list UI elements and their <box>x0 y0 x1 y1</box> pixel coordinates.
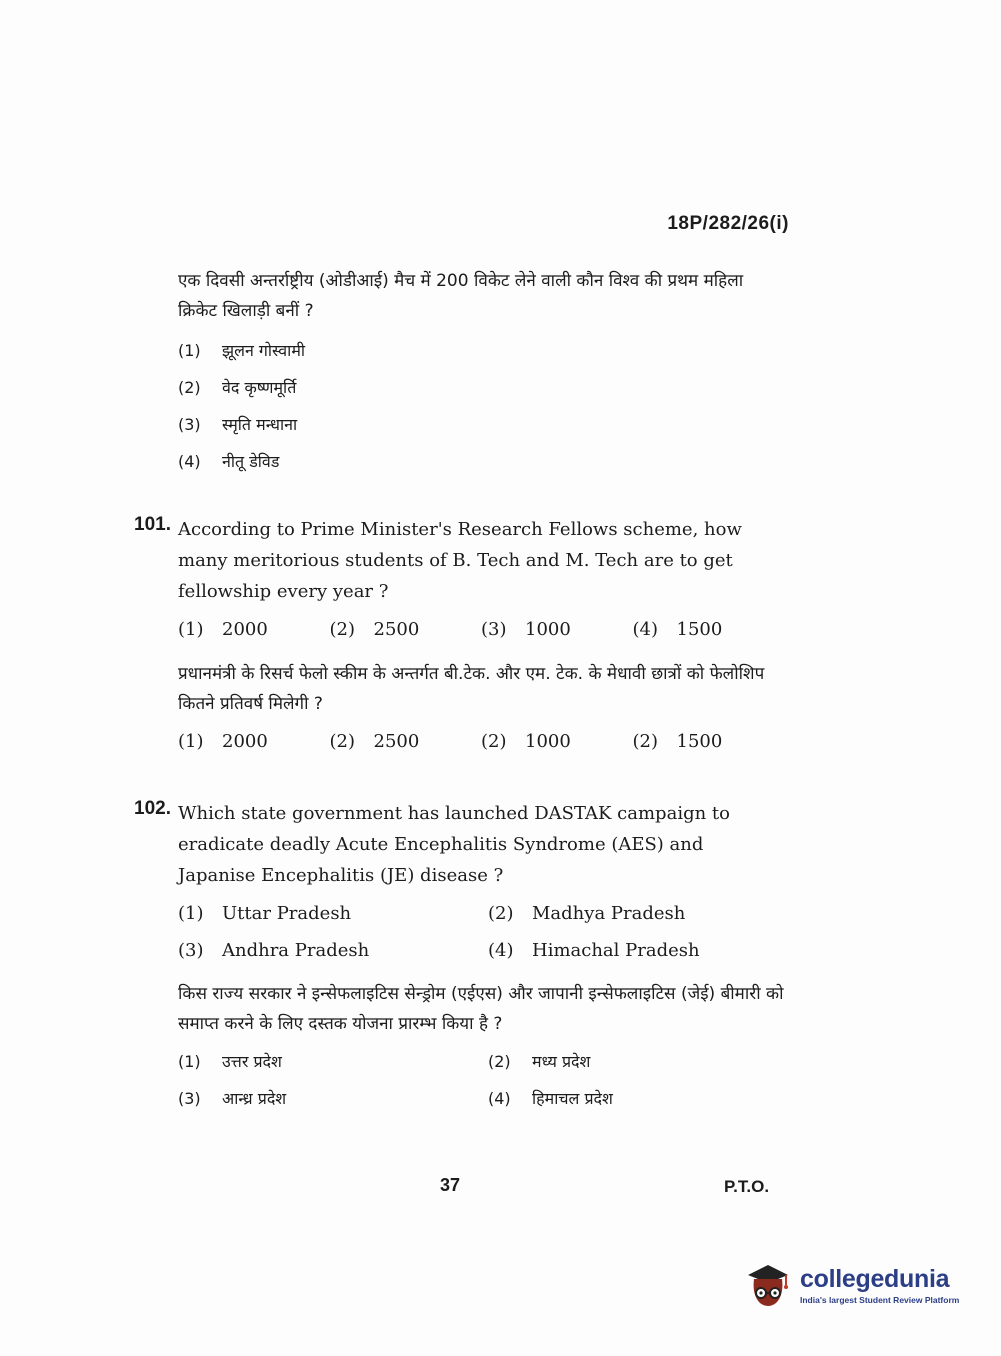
hindi-option-1: (1) उत्तर प्रदेश <box>178 1052 282 1071</box>
question-100-hindi <box>134 266 784 480</box>
hindi-options-grid <box>178 1043 784 1117</box>
question-text-hindi: प्रधानमंत्री के रिसर्च फेलो स्कीम के अन्तर्गत बी.टेक. और एम. टेक. के मेधावी छात्रों को फेलोशिप कितने प्रतिवर्ष मिलेगी ? <box>178 664 765 714</box>
option-4: (4) नीतू डेविड <box>178 452 280 471</box>
option-3: (3) Andhra Pradesh <box>178 940 370 961</box>
option-2: (2) वेद कृष्णमूर्ति <box>178 378 297 397</box>
option-1: (1) 2000 <box>178 619 268 640</box>
option-2: (2) 2500 <box>329 619 420 640</box>
pto-label: P.T.O. <box>724 1177 770 1196</box>
question-102 <box>134 798 784 1117</box>
option-2: (2) Madhya Pradesh <box>488 903 686 924</box>
hindi-option-1: (1) 2000 <box>178 731 268 752</box>
hindi-options-row <box>178 725 784 759</box>
question-text-hindi: एक दिवसी अन्तर्राष्ट्रीय (ओडीआई) मैच में 200 विकेट लेने वाली कौन विश्व की प्रथम महिला क्रिकेट खिलाड़ी बनीं ? <box>178 271 744 321</box>
brand-tagline: India's largest Student Review Platform <box>800 1295 960 1305</box>
collegedunia-logo <box>742 1250 972 1320</box>
paper-code: 18P/282/26(i) <box>667 213 789 234</box>
question-text-hindi: किस राज्य सरकार ने इन्सेफलाइटिस सेन्ड्रोम (एईएस) और जापानी इन्सेफलाइटिस (जेई) बीमारी को समाप्त करने के लिए दस्तक योजना प्रारम्भ किया है ? <box>178 984 784 1034</box>
option-1: (1) झूलन गोस्वामी <box>178 341 306 360</box>
options-row <box>178 613 784 647</box>
question-number: 101. <box>134 514 171 535</box>
options-list <box>178 332 784 480</box>
page-number: 37 <box>440 1175 461 1195</box>
hindi-option-4: (2) 1500 <box>632 731 723 752</box>
option-1: (1) Uttar Pradesh <box>178 903 352 924</box>
option-4: (4) 1500 <box>632 619 723 640</box>
hindi-option-3: (3) आन्ध्र प्रदेश <box>178 1089 287 1108</box>
hindi-option-2: (2) 2500 <box>329 731 420 752</box>
option-4: (4) Himachal Pradesh <box>488 940 700 961</box>
question-101 <box>134 514 784 759</box>
hindi-option-3: (2) 1000 <box>481 731 571 752</box>
question-text: According to Prime Minister's Research Fellows scheme, how many meritorious students of B. Tech and M. Tech are to get fellowship every year ? <box>178 519 742 602</box>
hindi-option-4: (4) हिमाचल प्रदेश <box>488 1089 613 1108</box>
brand-name: collegedunia <box>800 1265 950 1293</box>
option-3: (3) 1000 <box>481 619 571 640</box>
mascot-icon <box>742 1257 794 1313</box>
options-grid <box>178 895 784 969</box>
question-text: Which state government has launched DASTAK campaign to eradicate deadly Acute Encephalitis Syndrome (AES) and Japanise Encephalitis (JE) disease ? <box>178 803 730 886</box>
hindi-option-2: (2) मध्य प्रदेश <box>488 1052 591 1071</box>
option-3: (3) स्मृति मन्धाना <box>178 415 298 434</box>
question-number: 102. <box>134 798 171 819</box>
